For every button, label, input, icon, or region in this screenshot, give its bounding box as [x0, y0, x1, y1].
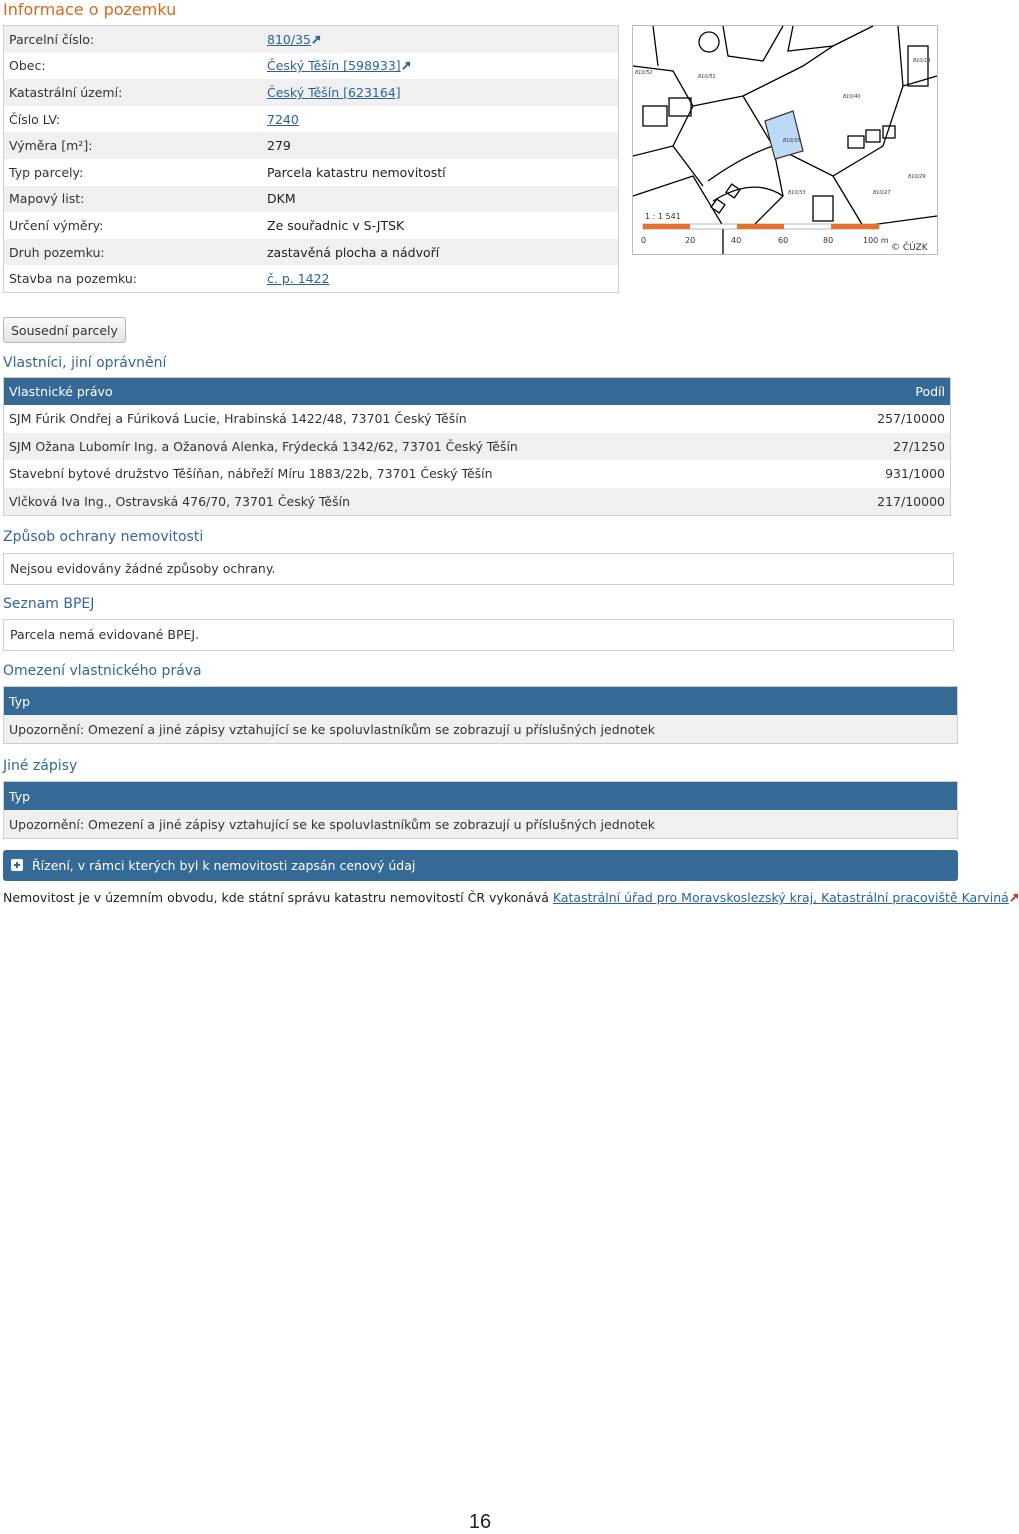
owners-col-right: Vlastnické právo	[4, 378, 827, 406]
selected-parcel-shape	[765, 111, 803, 159]
map-copyright: © ČÚZK	[891, 243, 928, 253]
svg-text:810/35: 810/35	[783, 138, 801, 144]
parcel-info-row	[4, 186, 619, 213]
owner-row	[4, 405, 951, 433]
svg-text:810/51: 810/51	[698, 74, 716, 80]
owners-section-title: Vlastníci, jiní oprávnění	[3, 355, 167, 371]
parcel-info-label: Druh pozemku:	[4, 239, 263, 266]
parcel-info-value[interactable]: č. p. 1422	[267, 271, 330, 287]
svg-text:810/29: 810/29	[908, 174, 926, 180]
parcel-info-row	[4, 132, 619, 159]
svg-text:810/19: 810/19	[913, 58, 931, 64]
page-number: 16	[468, 1511, 492, 1533]
parcel-info-value: Parcela katastru nemovitostí	[267, 164, 446, 180]
parcel-info-value[interactable]: 7240	[267, 111, 299, 127]
other-records-col-type: Typ	[4, 782, 958, 811]
neighbor-parcels-button[interactable]: Sousední parcely	[3, 317, 126, 343]
map-drawing	[633, 26, 937, 254]
restrictions-col-type: Typ	[4, 687, 958, 716]
parcel-info-value[interactable]: Český Těšín [598933]	[267, 58, 401, 74]
parcel-info-row	[4, 79, 619, 106]
parcel-info-label: Číslo LV:	[9, 111, 61, 127]
svg-text:810/40: 810/40	[843, 94, 861, 100]
owner-share: 931/1000	[885, 466, 945, 482]
parcel-info-label: Stavba na pozemku:	[9, 271, 138, 287]
footer-text: Nemovitost je v územním obvodu, kde státní správu katastru nemovitostí ČR vykonává	[3, 890, 553, 905]
svg-text:810/33: 810/33	[788, 190, 806, 196]
protection-section-title: Způsob ochrany nemovitosti	[3, 529, 204, 545]
map-scale-tick: 0	[641, 236, 647, 245]
owner-row	[4, 488, 951, 516]
external-link-icon	[312, 35, 321, 44]
cadastral-office-link[interactable]: Katastrální úřad pro Moravskoslezský kraj, Katastrální pracoviště Karviná	[552, 890, 1009, 905]
parcel-info-row	[4, 239, 619, 266]
owner-name: Vlčková Iva Ing., Ostravská 476/70, 73701 Český Těšín	[4, 488, 827, 516]
parcel-info-value-cell	[262, 212, 619, 239]
map-scale-tick: 80	[823, 236, 834, 245]
parcel-info-label: Obec:	[9, 58, 46, 74]
owners-col-share: Podíl	[826, 378, 950, 406]
parcel-info-value[interactable]: Český Těšín [623164]	[267, 84, 401, 100]
parcel-info-value-cell	[262, 26, 619, 53]
parcel-info-row	[4, 265, 619, 292]
parcel-info-value-cell	[262, 106, 619, 133]
parcel-info-value-cell	[262, 132, 619, 159]
page-title: Informace o pozemku	[3, 0, 177, 19]
parcel-info-value: 279	[267, 138, 291, 154]
bpej-box: Parcela nemá evidované BPEJ.	[3, 619, 954, 651]
svg-text:810/52: 810/52	[635, 70, 653, 76]
owner-share: 257/10000	[877, 411, 945, 427]
external-link-icon	[402, 61, 411, 70]
expand-plus-icon[interactable]	[11, 859, 23, 871]
parcel-info-table	[3, 25, 619, 293]
parcel-info-value[interactable]: 810/35	[267, 31, 311, 47]
parcel-info-label: Mapový list:	[4, 186, 263, 213]
parcel-info-value-cell	[262, 265, 619, 292]
owner-share: 27/1250	[826, 433, 950, 461]
owner-row	[4, 460, 951, 488]
owner-name: SJM Ožana Lubomír Ing. a Ožanová Alenka, Frýdecká 1342/62, 73701 Český Těšín	[4, 433, 827, 461]
parcel-info-row	[4, 26, 619, 53]
parcel-info-value: DKM	[267, 191, 296, 207]
owner-name: Stavební bytové družstvo Těšíňan, nábřeží Míru 1883/22b, 73701 Český Těšín	[9, 466, 493, 482]
owner-name: SJM Fúrik Ondřej a Fúriková Lucie, Hrabinská 1422/48, 73701 Český Těšín	[9, 411, 467, 427]
parcel-info-label: Katastrální území:	[4, 79, 263, 106]
parcel-info-value-cell	[262, 53, 619, 80]
cadastral-map[interactable]	[632, 25, 938, 255]
svg-text:810/27: 810/27	[873, 190, 891, 196]
restrictions-section-title: Omezení vlastnického práva	[3, 663, 202, 679]
parcel-info-label: Určení výměry:	[9, 217, 104, 233]
map-scale-ratio: 1 : 1 541	[645, 212, 681, 221]
map-scale-tick: 40	[731, 236, 742, 245]
parcel-info-row	[4, 159, 619, 186]
restrictions-table	[3, 686, 958, 744]
other-records-notice: Upozornění: Omezení a jiné zápisy vztahující se ke spoluvlastníkům se zobrazují u příslušných jednotek	[4, 810, 958, 839]
parcel-info-value: zastavěná plocha a nádvoří	[267, 244, 440, 260]
parcel-info-value: Ze souřadnic v S-JTSK	[267, 217, 405, 233]
parcel-info-row	[4, 106, 619, 133]
parcel-info-label: Typ parcely:	[9, 164, 84, 180]
protection-box: Nejsou evidovány žádné způsoby ochrany.	[3, 553, 954, 585]
restrictions-notice: Upozornění: Omezení a jiné zápisy vztahující se ke spoluvlastníkům se zobrazují u příslušných jednotek	[4, 715, 958, 744]
map-scale-tick: 60	[778, 236, 789, 245]
parcel-info-label: Výměra [m²]:	[4, 132, 263, 159]
other-records-section-title: Jiné zápisy	[3, 758, 78, 774]
owners-table	[3, 377, 951, 516]
external-link-icon	[1010, 893, 1019, 902]
parcel-info-value-cell	[262, 239, 619, 266]
parcel-info-value-cell	[262, 79, 619, 106]
price-proceedings-label: Řízení, v rámci kterých byl k nemovitosti zapsán cenový údaj	[32, 858, 416, 873]
owner-row	[4, 433, 951, 461]
map-scale-tick: 20	[685, 236, 696, 245]
map-scale-tick: 100 m	[863, 236, 889, 245]
bpej-section-title: Seznam BPEJ	[3, 596, 95, 612]
parcel-info-row	[4, 212, 619, 239]
footer-note	[3, 890, 1019, 905]
parcel-info-value-cell	[262, 186, 619, 213]
other-records-table	[3, 781, 958, 839]
owner-share: 217/10000	[826, 488, 950, 516]
parcel-info-value-cell	[262, 159, 619, 186]
parcel-info-label: Parcelní číslo:	[4, 26, 263, 53]
parcel-info-row	[4, 53, 619, 80]
price-proceedings-expander[interactable]	[3, 850, 958, 881]
